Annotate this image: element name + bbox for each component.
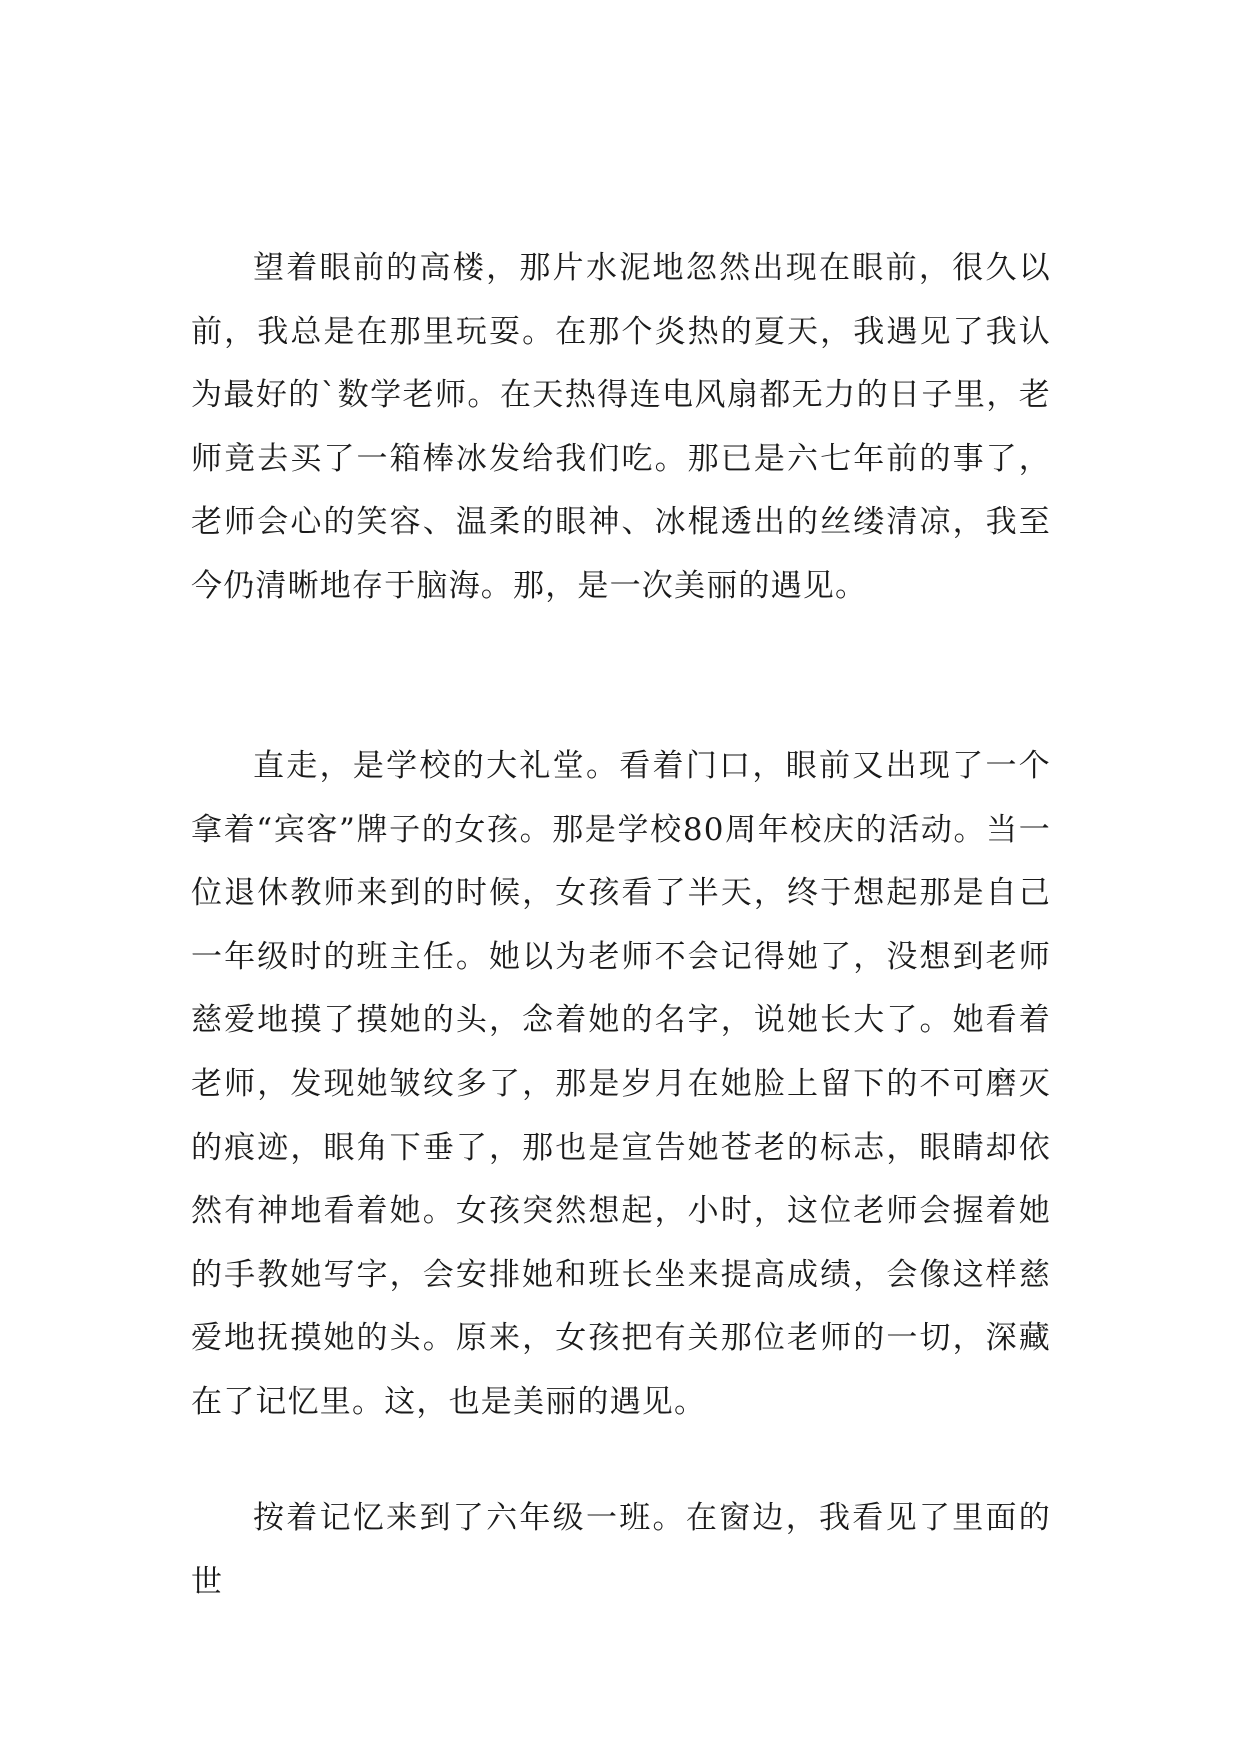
paragraph-2: 直走，是学校的大礼堂。看着门口，眼前又出现了一个拿着“宾客”牌子的女孩。那是学校80周年校庆的活动。当一位退休教师来到的时候，女孩看了半天，终于想起那是自己一年级时的班主任。她以为老师不会记得她了，没想到老师慈爱地摸了摸她的头，念着她的名字，说她长大了。她看着老师，发现她皱纹多了，那是岁月在她脸上留下的不可磨灭的痕迹，眼角下垂了，那也是宣告她苍老的标志，眼睛却依然有神地看着她。女孩突然想起，小时，这位老师会握着她的手教她写字，会安排她和班长坐来提高成绩，会像这样慈爱地抚摸她的头。原来，女孩把有关那位老师的一切，深藏在了记忆里。这，也是美丽的遇见。 (191, 748, 1051, 1420)
paragraph-3: 按着记忆来到了六年级一班。在窗边，我看见了里面的世 (191, 1500, 1051, 1600)
paragraph-1: 望着眼前的高楼，那片水泥地忽然出现在眼前，很久以前，我总是在那里玩耍。在那个炎热的夏天，我遇见了我认为最好的`数学老师。在天热得连电风扇都无力的日子里，老师竟去买了一箱棒冰发给我们吃。那已是六七年前的事了，老师会心的笑容、温柔的眼神、冰棍透出的丝缕清凉，我至今仍清晰地存于脑海。那，是一次美丽的遇见。 (191, 250, 1051, 604)
